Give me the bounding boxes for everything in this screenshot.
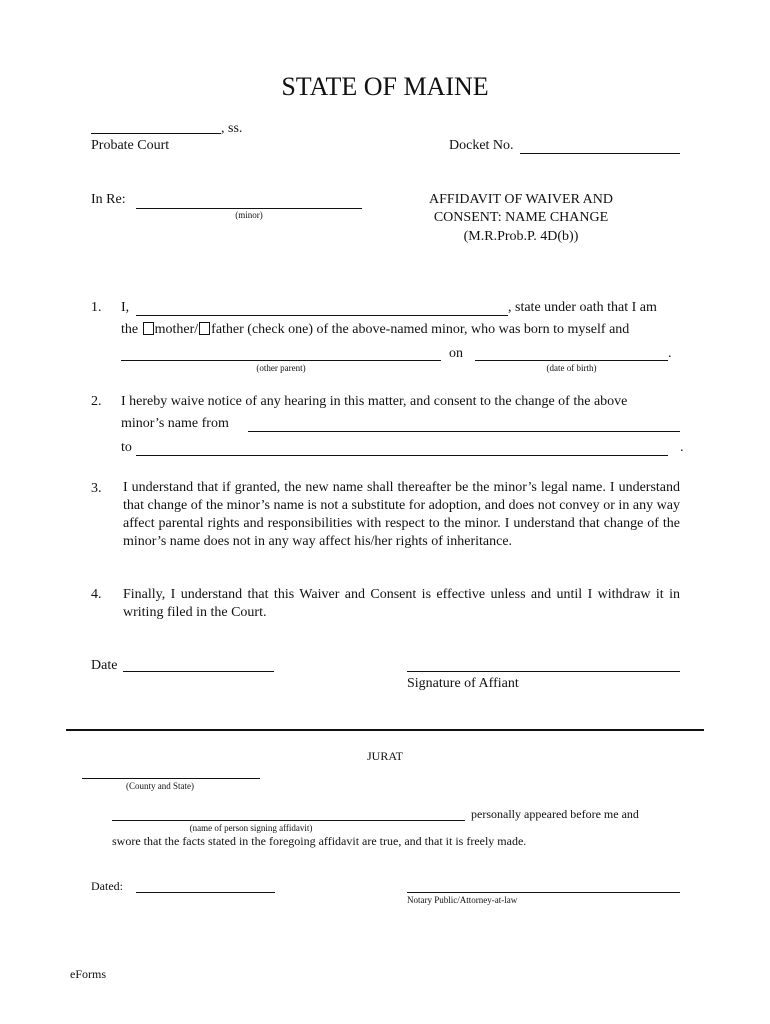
item3-text: I understand that if granted, the new name shall thereafter be the minor’s legal name. I understand that change of the minor’s name is not a substitute for adoption, and does not convey or in any way affect parental rights and responsibilities with respect to the minor. I understand that change of the minor’s name does not in any way affect his/her rights of inheritance. bbox=[123, 480, 680, 549]
docket-field[interactable] bbox=[520, 139, 680, 154]
signer-name-caption: (name of person signing affidavit) bbox=[189, 823, 313, 833]
item1-on-label: on bbox=[449, 346, 463, 361]
other-parent-caption: (other parent) bbox=[256, 363, 306, 373]
item2-from-label: minor’s name from bbox=[121, 416, 229, 431]
minor-caption: (minor) bbox=[235, 210, 263, 220]
affiant-signature-label: Signature of Affiant bbox=[407, 676, 519, 691]
item2-period: . bbox=[680, 440, 684, 455]
new-name-field[interactable] bbox=[136, 440, 668, 456]
date-field[interactable] bbox=[123, 656, 274, 672]
notary-label: Notary Public/Attorney-at-law bbox=[407, 895, 518, 905]
mother-checkbox[interactable] bbox=[143, 322, 154, 335]
appeared-text: personally appeared before me and bbox=[471, 807, 639, 821]
date-of-birth-field[interactable] bbox=[475, 345, 668, 361]
item1-the: the bbox=[121, 322, 139, 337]
item3-number: 3. bbox=[91, 481, 102, 496]
notary-signature-field[interactable] bbox=[407, 878, 680, 893]
item1-i-label: I, bbox=[121, 300, 130, 315]
doc-title-line2: CONSENT: NAME CHANGE bbox=[433, 210, 609, 225]
eforms-brand: eForms bbox=[70, 967, 106, 981]
father-checkbox[interactable] bbox=[199, 322, 210, 335]
swore-text: swore that the facts stated in the foregoing affidavit are true, and that it is freely made. bbox=[112, 834, 527, 848]
county-field[interactable] bbox=[91, 119, 221, 134]
county-state-caption: (County and State) bbox=[126, 781, 194, 791]
other-parent-field[interactable] bbox=[121, 345, 441, 361]
doc-title-line3: (M.R.Prob.P. 4D(b)) bbox=[463, 229, 579, 244]
item2-to-label: to bbox=[121, 440, 132, 455]
mother-label: mother/ bbox=[154, 322, 199, 337]
ss-label: , ss. bbox=[221, 121, 243, 136]
dob-caption: (date of birth) bbox=[546, 363, 597, 373]
current-name-field[interactable] bbox=[248, 416, 680, 432]
item4-text: Finally, I understand that this Waiver and Consent is effective unless and until I withdraw it in writing filed in the Court. bbox=[123, 587, 680, 620]
affiant-signature-field[interactable] bbox=[407, 656, 680, 672]
item1-relation-line bbox=[121, 322, 629, 338]
item1-number: 1. bbox=[91, 300, 102, 315]
item4-number: 4. bbox=[91, 587, 102, 602]
date-label: Date bbox=[91, 658, 118, 673]
signer-name-field[interactable] bbox=[112, 806, 465, 821]
item1-period: . bbox=[668, 346, 672, 361]
dated-field[interactable] bbox=[136, 878, 275, 893]
county-state-field[interactable] bbox=[82, 764, 260, 779]
item2-number: 2. bbox=[91, 394, 102, 409]
minor-name-field[interactable] bbox=[136, 193, 362, 209]
section-divider bbox=[66, 729, 704, 731]
item1-oath-text: , state under oath that I am bbox=[508, 300, 657, 315]
father-label: father (check one) of the above-named minor, who was born to myself and bbox=[211, 322, 630, 337]
jurat-title: JURAT bbox=[366, 749, 403, 763]
docket-label: Docket No. bbox=[449, 138, 514, 153]
court-label: Probate Court bbox=[91, 138, 170, 153]
page-title: STATE OF MAINE bbox=[281, 72, 489, 101]
doc-title-line1: AFFIDAVIT OF WAIVER AND bbox=[429, 192, 613, 207]
in-re-label: In Re: bbox=[91, 192, 126, 207]
item2-text: I hereby waive notice of any hearing in this matter, and consent to the change of the above bbox=[121, 394, 628, 409]
dated-label: Dated: bbox=[91, 879, 123, 893]
affiant-name-field[interactable] bbox=[136, 300, 508, 316]
